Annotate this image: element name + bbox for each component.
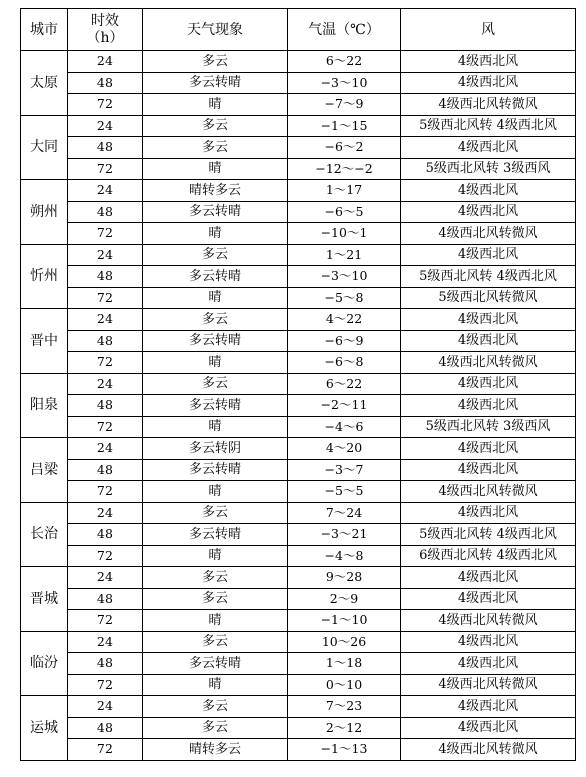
table-row xyxy=(21,567,576,589)
weather-cell: 多云 xyxy=(143,717,288,739)
header-lead-time xyxy=(68,9,143,51)
lead-time-cell: 48 xyxy=(68,201,143,223)
table-body xyxy=(21,51,576,761)
wind-cell: 6级西北风转 4级西北风 xyxy=(401,545,576,567)
table-row xyxy=(21,739,576,761)
header-row xyxy=(21,9,576,51)
temperature-cell: −6～8 xyxy=(288,352,401,374)
lead-time-cell: 48 xyxy=(68,330,143,352)
header-wind: 风 xyxy=(401,9,576,51)
wind-cell: 5级西北风转 4级西北风 xyxy=(401,524,576,546)
table-row xyxy=(21,395,576,417)
header-weather: 天气现象 xyxy=(143,9,288,51)
table-row xyxy=(21,674,576,696)
temperature-cell: 1～21 xyxy=(288,244,401,266)
table-row xyxy=(21,266,576,288)
header-lead-time-line2: （h） xyxy=(86,29,124,46)
lead-time-cell: 48 xyxy=(68,266,143,288)
lead-time-cell: 48 xyxy=(68,137,143,159)
lead-time-cell: 24 xyxy=(68,244,143,266)
temperature-cell: −1～15 xyxy=(288,115,401,137)
lead-time-cell: 24 xyxy=(68,373,143,395)
weather-cell: 多云 xyxy=(143,373,288,395)
weather-cell: 多云 xyxy=(143,244,288,266)
temperature-cell: −3～21 xyxy=(288,524,401,546)
weather-cell: 多云转晴 xyxy=(143,266,288,288)
forecast-table xyxy=(20,8,576,761)
lead-time-cell: 48 xyxy=(68,459,143,481)
temperature-cell: 6～22 xyxy=(288,373,401,395)
table-row xyxy=(21,631,576,653)
lead-time-cell: 48 xyxy=(68,524,143,546)
table-row xyxy=(21,287,576,309)
lead-time-cell: 24 xyxy=(68,631,143,653)
weather-cell: 多云转晴 xyxy=(143,459,288,481)
temperature-cell: −3～10 xyxy=(288,266,401,288)
table-row xyxy=(21,137,576,159)
lead-time-cell: 72 xyxy=(68,94,143,116)
wind-cell: 4级西北风 xyxy=(401,180,576,202)
lead-time-cell: 72 xyxy=(68,674,143,696)
table-row xyxy=(21,51,576,73)
table-row xyxy=(21,459,576,481)
city-cell: 大同 xyxy=(21,115,68,180)
temperature-cell: 4～22 xyxy=(288,309,401,331)
weather-cell: 多云 xyxy=(143,696,288,718)
wind-cell: 4级西北风转微风 xyxy=(401,610,576,632)
wind-cell: 4级西北风 xyxy=(401,502,576,524)
wind-cell: 4级西北风转微风 xyxy=(401,352,576,374)
table-row xyxy=(21,94,576,116)
city-cell: 长治 xyxy=(21,502,68,567)
weather-cell: 多云 xyxy=(143,502,288,524)
table-row xyxy=(21,352,576,374)
weather-cell: 晴 xyxy=(143,416,288,438)
lead-time-cell: 24 xyxy=(68,115,143,137)
table-row xyxy=(21,524,576,546)
weather-cell: 多云 xyxy=(143,309,288,331)
temperature-cell: 7～23 xyxy=(288,696,401,718)
lead-time-cell: 24 xyxy=(68,309,143,331)
lead-time-cell: 24 xyxy=(68,51,143,73)
temperature-cell: −1～13 xyxy=(288,739,401,761)
weather-cell: 晴 xyxy=(143,223,288,245)
wind-cell: 4级西北风转微风 xyxy=(401,223,576,245)
table-row xyxy=(21,330,576,352)
table-row xyxy=(21,588,576,610)
city-cell: 忻州 xyxy=(21,244,68,309)
lead-time-cell: 24 xyxy=(68,502,143,524)
lead-time-cell: 72 xyxy=(68,481,143,503)
table-row xyxy=(21,545,576,567)
wind-cell: 4级西北风 xyxy=(401,201,576,223)
temperature-cell: −3～10 xyxy=(288,72,401,94)
wind-cell: 4级西北风 xyxy=(401,244,576,266)
weather-cell: 多云转晴 xyxy=(143,395,288,417)
lead-time-cell: 72 xyxy=(68,223,143,245)
wind-cell: 4级西北风 xyxy=(401,653,576,675)
weather-cell: 晴 xyxy=(143,610,288,632)
lead-time-cell: 24 xyxy=(68,438,143,460)
table-row xyxy=(21,244,576,266)
weather-cell: 多云 xyxy=(143,567,288,589)
header-temperature: 气温（℃） xyxy=(288,9,401,51)
temperature-cell: −5～8 xyxy=(288,287,401,309)
table-row xyxy=(21,115,576,137)
table-row xyxy=(21,416,576,438)
temperature-cell: −3～7 xyxy=(288,459,401,481)
city-cell: 运城 xyxy=(21,696,68,761)
temperature-cell: −2～11 xyxy=(288,395,401,417)
temperature-cell: 4～20 xyxy=(288,438,401,460)
city-cell: 临汾 xyxy=(21,631,68,696)
weather-cell: 多云转晴 xyxy=(143,72,288,94)
temperature-cell: 6～22 xyxy=(288,51,401,73)
temperature-cell: 9～28 xyxy=(288,567,401,589)
table-row xyxy=(21,223,576,245)
city-cell: 太原 xyxy=(21,51,68,116)
wind-cell: 4级西北风 xyxy=(401,395,576,417)
wind-cell: 4级西北风 xyxy=(401,373,576,395)
lead-time-cell: 72 xyxy=(68,739,143,761)
wind-cell: 4级西北风转微风 xyxy=(401,674,576,696)
city-cell: 阳泉 xyxy=(21,373,68,438)
wind-cell: 4级西北风转微风 xyxy=(401,739,576,761)
lead-time-cell: 48 xyxy=(68,588,143,610)
wind-cell: 4级西北风 xyxy=(401,717,576,739)
wind-cell: 5级西北风转 3级西风 xyxy=(401,158,576,180)
weather-cell: 晴 xyxy=(143,158,288,180)
lead-time-cell: 48 xyxy=(68,653,143,675)
weather-cell: 多云转阴 xyxy=(143,438,288,460)
wind-cell: 5级西北风转 4级西北风 xyxy=(401,266,576,288)
city-cell: 晋城 xyxy=(21,567,68,632)
weather-cell: 多云转晴 xyxy=(143,524,288,546)
wind-cell: 4级西北风 xyxy=(401,72,576,94)
lead-time-cell: 72 xyxy=(68,352,143,374)
city-cell: 朔州 xyxy=(21,180,68,245)
lead-time-cell: 24 xyxy=(68,696,143,718)
wind-cell: 4级西北风 xyxy=(401,309,576,331)
lead-time-cell: 48 xyxy=(68,717,143,739)
lead-time-cell: 24 xyxy=(68,567,143,589)
header-city: 城市 xyxy=(21,9,68,51)
weather-cell: 晴 xyxy=(143,674,288,696)
temperature-cell: −4～8 xyxy=(288,545,401,567)
lead-time-cell: 72 xyxy=(68,416,143,438)
wind-cell: 5级西北风转 4级西北风 xyxy=(401,115,576,137)
wind-cell: 4级西北风转微风 xyxy=(401,94,576,116)
weather-cell: 多云 xyxy=(143,588,288,610)
table-row xyxy=(21,201,576,223)
weather-cell: 晴转多云 xyxy=(143,180,288,202)
header-lead-time-line1: 时效 xyxy=(91,12,119,29)
lead-time-cell: 48 xyxy=(68,395,143,417)
temperature-cell: 7～24 xyxy=(288,502,401,524)
table-row xyxy=(21,158,576,180)
table-row xyxy=(21,481,576,503)
table-row xyxy=(21,72,576,94)
temperature-cell: −12～−2 xyxy=(288,158,401,180)
table-row xyxy=(21,180,576,202)
weather-cell: 晴转多云 xyxy=(143,739,288,761)
table-row xyxy=(21,696,576,718)
temperature-cell: −10～1 xyxy=(288,223,401,245)
weather-cell: 晴 xyxy=(143,545,288,567)
wind-cell: 5级西北风转微风 xyxy=(401,287,576,309)
table-row xyxy=(21,717,576,739)
lead-time-cell: 24 xyxy=(68,180,143,202)
wind-cell: 4级西北风 xyxy=(401,696,576,718)
weather-cell: 多云 xyxy=(143,137,288,159)
temperature-cell: 2～9 xyxy=(288,588,401,610)
wind-cell: 4级西北风 xyxy=(401,459,576,481)
temperature-cell: 1～17 xyxy=(288,180,401,202)
temperature-cell: −6～2 xyxy=(288,137,401,159)
table-row xyxy=(21,309,576,331)
table-row xyxy=(21,373,576,395)
wind-cell: 4级西北风 xyxy=(401,51,576,73)
table-row xyxy=(21,502,576,524)
wind-cell: 5级西北风转 3级西风 xyxy=(401,416,576,438)
weather-cell: 多云转晴 xyxy=(143,201,288,223)
table-row xyxy=(21,438,576,460)
temperature-cell: −6～5 xyxy=(288,201,401,223)
weather-cell: 晴 xyxy=(143,94,288,116)
wind-cell: 4级西北风 xyxy=(401,330,576,352)
weather-cell: 晴 xyxy=(143,287,288,309)
temperature-cell: −4～6 xyxy=(288,416,401,438)
wind-cell: 4级西北风 xyxy=(401,588,576,610)
temperature-cell: −7～9 xyxy=(288,94,401,116)
table-header xyxy=(21,9,576,51)
lead-time-cell: 72 xyxy=(68,287,143,309)
temperature-cell: −1～10 xyxy=(288,610,401,632)
wind-cell: 4级西北风 xyxy=(401,438,576,460)
table-row xyxy=(21,610,576,632)
temperature-cell: 0～10 xyxy=(288,674,401,696)
city-cell: 晋中 xyxy=(21,309,68,374)
temperature-cell: −5～5 xyxy=(288,481,401,503)
table-row xyxy=(21,653,576,675)
wind-cell: 4级西北风转微风 xyxy=(401,481,576,503)
weather-cell: 多云转晴 xyxy=(143,330,288,352)
lead-time-cell: 72 xyxy=(68,610,143,632)
weather-cell: 多云转晴 xyxy=(143,653,288,675)
wind-cell: 4级西北风 xyxy=(401,631,576,653)
wind-cell: 4级西北风 xyxy=(401,137,576,159)
temperature-cell: 10～26 xyxy=(288,631,401,653)
temperature-cell: −6～9 xyxy=(288,330,401,352)
weather-cell: 晴 xyxy=(143,481,288,503)
lead-time-cell: 72 xyxy=(68,545,143,567)
weather-cell: 多云 xyxy=(143,51,288,73)
weather-cell: 多云 xyxy=(143,631,288,653)
temperature-cell: 1～18 xyxy=(288,653,401,675)
lead-time-cell: 72 xyxy=(68,158,143,180)
city-cell: 吕梁 xyxy=(21,438,68,503)
temperature-cell: 2～12 xyxy=(288,717,401,739)
weather-cell: 晴 xyxy=(143,352,288,374)
wind-cell: 4级西北风 xyxy=(401,567,576,589)
weather-cell: 多云 xyxy=(143,115,288,137)
lead-time-cell: 48 xyxy=(68,72,143,94)
